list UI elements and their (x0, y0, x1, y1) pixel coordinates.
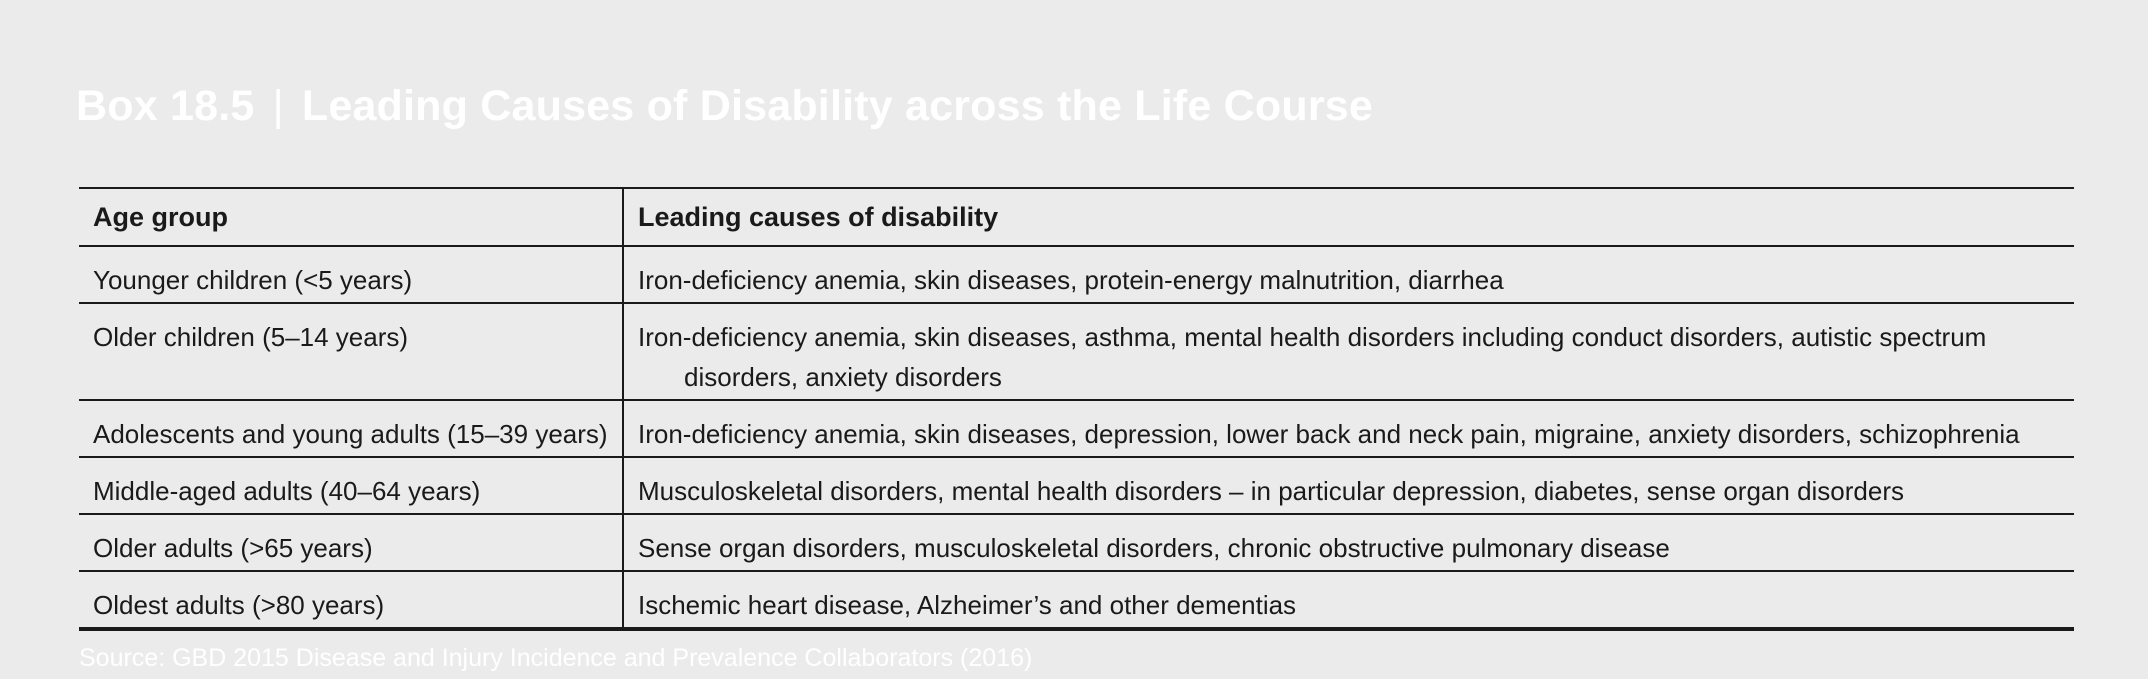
age-group-cell: Oldest adults (>80 years) (79, 571, 623, 629)
table-row (79, 246, 2074, 303)
table-row (79, 400, 2074, 457)
causes-text: Iron-deficiency anemia, skin diseases, depression, lower back and neck pain, migraine, anxiety disorders, schizophrenia (638, 419, 2020, 449)
causes-text: Iron-deficiency anemia, skin diseases, protein-energy malnutrition, diarrhea (638, 265, 1504, 295)
table-row (79, 571, 2074, 629)
causes-text: Iron-deficiency anemia, skin diseases, asthma, mental health disorders including conduct disorders, autistic spectrum disorders, anxiety disorders (638, 322, 1987, 392)
source-note: Source: GBD 2015 Disease and Injury Incidence and Prevalence Collaborators (2016) (79, 644, 1033, 672)
causes-cell (623, 514, 2074, 571)
age-group-cell: Younger children (<5 years) (79, 246, 623, 303)
box-title-text: Leading Causes of Disability across the Life Course (301, 82, 1374, 130)
age-group-cell: Older children (5–14 years) (79, 303, 623, 400)
age-group-header: Age group (79, 188, 623, 246)
causes-cell (623, 246, 2074, 303)
causes-cell (623, 303, 2074, 400)
causes-cell (623, 400, 2074, 457)
table-row (79, 514, 2074, 571)
box-number: Box 18.5 (76, 82, 255, 130)
age-group-cell: Older adults (>65 years) (79, 514, 623, 571)
causes-text: Ischemic heart disease, Alzheimer’s and other dementias (638, 590, 1297, 620)
title-separator: | (272, 82, 284, 130)
table-header-row (79, 188, 2074, 246)
box-title (76, 82, 1373, 131)
age-group-cell: Adolescents and young adults (15–39 years) (79, 400, 623, 457)
causes-header: Leading causes of disability (623, 188, 2074, 246)
causes-cell (623, 457, 2074, 514)
age-group-cell: Middle-aged adults (40–64 years) (79, 457, 623, 514)
table-row (79, 457, 2074, 514)
table-row (79, 303, 2074, 400)
causes-text: Sense organ disorders, musculoskeletal disorders, chronic obstructive pulmonary disease (638, 533, 1670, 563)
causes-text: Musculoskeletal disorders, mental health disorders – in particular depression, diabetes, sense organ disorders (638, 476, 1905, 506)
disability-causes-table (79, 187, 2074, 631)
causes-cell (623, 571, 2074, 629)
